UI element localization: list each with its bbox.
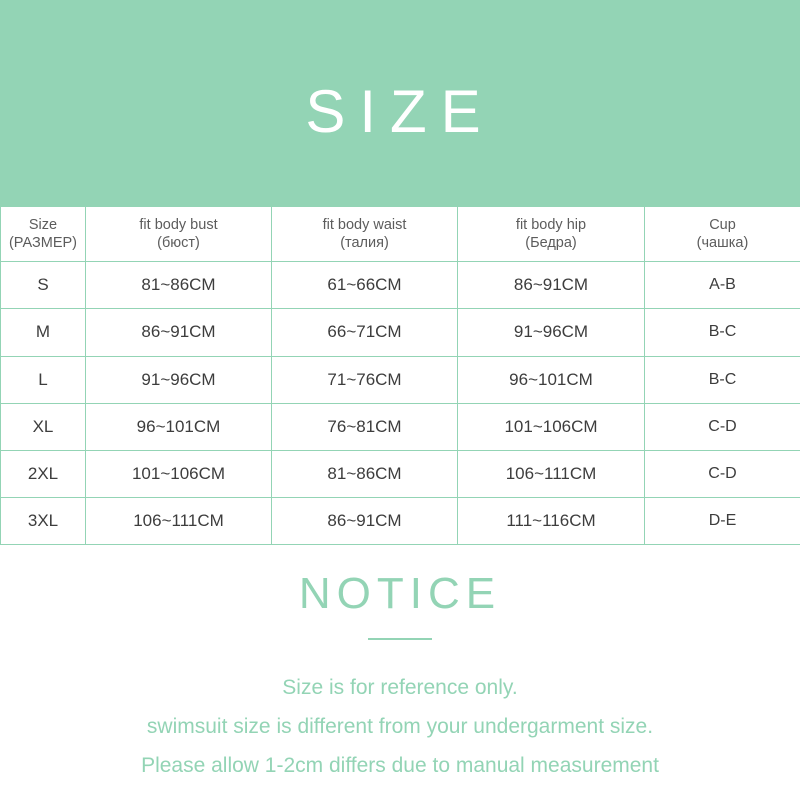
table-row bbox=[1, 404, 800, 451]
column-header-waist-line1: fit body waist bbox=[322, 216, 407, 233]
size-table-container bbox=[0, 206, 800, 545]
cell-waist: 66~71CM bbox=[272, 309, 458, 357]
column-header-bust bbox=[86, 207, 272, 262]
notice-line: swimsuit size is different from your undergarment size. bbox=[146, 715, 654, 738]
table-header bbox=[1, 207, 800, 262]
column-header-hip-line2: (Бедра) bbox=[525, 235, 577, 251]
cell-cup: D-E bbox=[645, 498, 800, 545]
notice-title: NOTICE bbox=[298, 569, 502, 618]
cell-hip: 86~91CM bbox=[458, 262, 645, 309]
cell-waist: 76~81CM bbox=[272, 404, 458, 451]
table-row bbox=[1, 451, 800, 498]
cell-bust: 81~86CM bbox=[86, 262, 272, 309]
cell-cup: A-B bbox=[645, 262, 800, 309]
cell-size: S bbox=[1, 262, 86, 309]
column-header-bust-line2: (бюст) bbox=[157, 235, 200, 251]
cell-waist: 81~86CM bbox=[272, 451, 458, 498]
header-band bbox=[0, 0, 800, 206]
cell-bust: 101~106CM bbox=[86, 451, 272, 498]
cell-cup: B-C bbox=[645, 357, 800, 404]
cell-waist: 86~91CM bbox=[272, 498, 458, 545]
cell-bust: 91~96CM bbox=[86, 357, 272, 404]
cell-hip: 96~101CM bbox=[458, 357, 645, 404]
notice-line: Please allow 1-2cm differs due to manual measurement bbox=[141, 754, 659, 777]
cell-size: 2XL bbox=[1, 451, 86, 498]
table-body bbox=[1, 262, 800, 545]
cell-cup: B-C bbox=[645, 309, 800, 357]
cell-bust: 86~91CM bbox=[86, 309, 272, 357]
cell-bust: 96~101CM bbox=[86, 404, 272, 451]
size-table bbox=[0, 206, 800, 545]
cell-waist: 61~66CM bbox=[272, 262, 458, 309]
cell-cup: C-D bbox=[645, 451, 800, 498]
column-header-cup bbox=[645, 207, 800, 262]
column-header-cup-line1: Cup bbox=[709, 216, 736, 233]
column-header-size bbox=[1, 207, 86, 262]
column-header-hip bbox=[458, 207, 645, 262]
table-row bbox=[1, 498, 800, 545]
column-header-waist bbox=[272, 207, 458, 262]
cell-waist: 71~76CM bbox=[272, 357, 458, 404]
cell-size: M bbox=[1, 309, 86, 357]
column-header-bust-line1: fit body bust bbox=[139, 216, 218, 233]
cell-size: L bbox=[1, 357, 86, 404]
cell-hip: 106~111CM bbox=[458, 451, 645, 498]
table-row bbox=[1, 309, 800, 357]
notice-text bbox=[0, 668, 800, 785]
column-header-hip-line1: fit body hip bbox=[515, 216, 587, 233]
notice-section bbox=[0, 540, 800, 785]
cell-size: XL bbox=[1, 404, 86, 451]
notice-divider bbox=[368, 638, 432, 640]
table-row bbox=[1, 357, 800, 404]
page-title: SIZE bbox=[305, 78, 495, 145]
notice-line: Size is for reference only. bbox=[282, 676, 518, 699]
column-header-size-line2: (РАЗМЕР) bbox=[8, 235, 78, 251]
column-header-size-line1: Size bbox=[28, 216, 58, 233]
column-header-cup-line2: (чашка) bbox=[696, 235, 749, 251]
cell-hip: 101~106CM bbox=[458, 404, 645, 451]
cell-hip: 91~96CM bbox=[458, 309, 645, 357]
cell-hip: 111~116CM bbox=[458, 498, 645, 545]
table-header-row bbox=[1, 207, 800, 262]
column-header-waist-line2: (талия) bbox=[340, 235, 389, 251]
cell-bust: 106~111CM bbox=[86, 498, 272, 545]
cell-size: 3XL bbox=[1, 498, 86, 545]
cell-cup: C-D bbox=[645, 404, 800, 451]
table-row bbox=[1, 262, 800, 309]
